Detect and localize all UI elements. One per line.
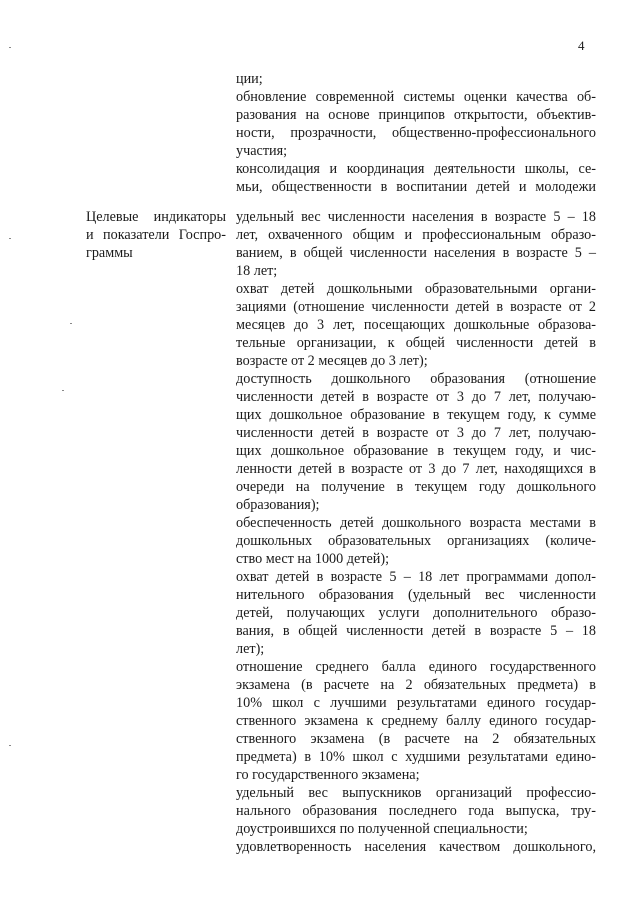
text-line: щих дошкольное образование в текущем году, к сумме xyxy=(236,407,596,423)
scan-speck xyxy=(9,745,11,746)
text-line: детей, получающих услуги дополнительного образо- xyxy=(236,605,596,621)
text-line: ственного экзамена (в расчете на 2 обязательных xyxy=(236,731,596,747)
text-line: обеспеченность детей дошкольного возраста местами в xyxy=(236,515,596,531)
text-line: лет); xyxy=(236,641,265,657)
text-line: щих дошкольное образование в текущем году, и чис- xyxy=(236,443,596,459)
text-line: консолидация и координация деятельности школы, се- xyxy=(236,161,596,177)
text-line: охват детей дошкольными образовательными органи- xyxy=(236,281,596,297)
text-line: зациями (отношение численности детей в возрасте от 2 xyxy=(236,299,596,315)
text-line: возрасте от 2 месяцев до 3 лет); xyxy=(236,353,428,369)
text-line: ственного экзамена к среднему баллу единого государ- xyxy=(236,713,596,729)
text-line: нительного образования (удельный вес численности xyxy=(236,587,596,603)
text-line: предмета) в 10% школ с худшими результатами едино- xyxy=(236,749,596,765)
text-line: отношение среднего балла единого государственного xyxy=(236,659,596,675)
text-line: численности детей в возрасте от 3 до 7 лет, получаю- xyxy=(236,389,596,405)
text-line: удельный вес численности населения в возрасте 5 – 18 xyxy=(236,209,596,225)
section-label-line: и показатели Госпро- xyxy=(86,227,226,243)
text-line: доустроившихся по полученной специальности; xyxy=(236,821,528,837)
text-line: ство мест на 1000 детей); xyxy=(236,551,390,567)
text-line: экзамена (в расчете на 2 обязательных предмета) в xyxy=(236,677,596,693)
text-line: разования на основе принципов открытости, объектив- xyxy=(236,107,596,123)
text-line: образования); xyxy=(236,497,320,513)
text-line: месяцев до 3 лет, посещающих дошкольные образова- xyxy=(236,317,596,333)
text-line: мьи, общественности в воспитании детей и молодежи xyxy=(236,179,596,195)
scan-speck xyxy=(9,47,11,48)
text-line: численности детей в возрасте от 3 до 7 лет, получаю- xyxy=(236,425,596,441)
section-label-line: граммы xyxy=(86,245,133,261)
text-line: нального образования последнего года выпуска, тру- xyxy=(236,803,596,819)
text-line: 10% школ с лучшими результатами единого государ- xyxy=(236,695,596,711)
section-label-line: Целевые индикаторы xyxy=(86,209,226,225)
text-line: ленности детей в возрасте от 3 до 7 лет, находящихся в xyxy=(236,461,596,477)
text-line: ции; xyxy=(236,71,263,87)
text-line: очереди на получение в текущем году дошкольного xyxy=(236,479,596,495)
text-line: ванием, в общей численности населения в возрасте 5 – xyxy=(236,245,596,261)
text-line: лет, охваченного общим и профессиональным образо- xyxy=(236,227,596,243)
text-line: доступность дошкольного образования (отношение xyxy=(236,371,596,387)
page-number: 4 xyxy=(578,38,585,53)
text-line: вания, в общей численности детей в возрасте 5 – 18 xyxy=(236,623,596,639)
text-line: удельный вес выпускников организаций профессио- xyxy=(236,785,596,801)
text-line: ности, прозрачности, общественно-профессионального xyxy=(236,125,596,141)
text-line: дошкольных образовательных организациях (количе- xyxy=(236,533,596,549)
scan-speck xyxy=(62,390,64,391)
text-line: охват детей в возрасте 5 – 18 лет программами допол- xyxy=(236,569,596,585)
text-line: участия; xyxy=(236,143,288,159)
text-line: 18 лет; xyxy=(236,263,278,279)
text-line: тельные организации, к общей численности детей в xyxy=(236,335,596,351)
scan-speck xyxy=(9,238,11,239)
scan-speck xyxy=(70,323,72,324)
text-line: удовлетворенность населения качеством дошкольного, xyxy=(236,839,596,855)
text-line: обновление современной системы оценки качества об- xyxy=(236,89,596,105)
text-line: го государственного экзамена; xyxy=(236,767,420,783)
